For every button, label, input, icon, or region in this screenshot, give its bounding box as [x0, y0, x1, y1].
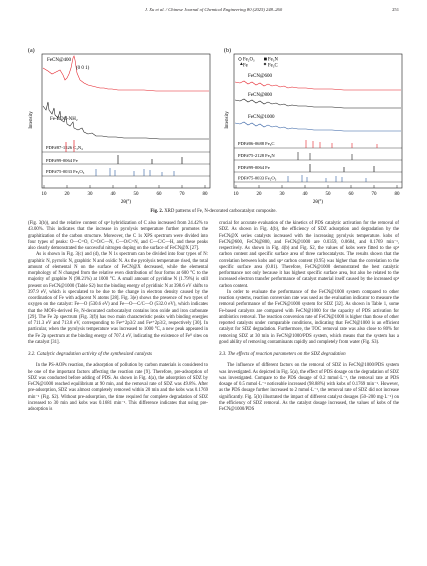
- reference-fe-b-label: PDF#99-0064 Fe: [238, 165, 270, 170]
- panel-b-xtick: 20: [256, 192, 262, 197]
- left-column: [28, 221, 208, 413]
- page-number: 251: [392, 7, 399, 12]
- panel-b-xtick: 30: [279, 192, 285, 197]
- section-heading: 3.3. The effects of reaction parameters on the SDZ degradation: [219, 352, 346, 357]
- figure-caption-text: XRD patterns of Fe, N-decorated carbocatalyst composite.: [164, 209, 277, 214]
- reference-fe: [42, 155, 210, 164]
- figure-2: [22, 48, 405, 206]
- panel-a-xtick: 10: [41, 192, 47, 197]
- reference-c3n4: [42, 140, 210, 152]
- paragraph: crucial for accurate evaluation of the kinetics of PDS catalytic activation for the removal of SDZ. As shown in Fig. 4(b), the efficiency of SDZ adsorption and degradation by the FeCN@X series catalysts increased with the increasing pyrolysis temperature. kobs of FeCN@600, FeCN@800, and FeCN@1000 are 0.0359, 0.0684, and 0.1769 min⁻¹, respectively. As shown in Fig. 4(b) and Fig. S2, the values of kobs were fitted to the sp² carbon content and specific surface area of three carbocatalysts. The results shown that the correlation between kobs and sp² carbon content (0.95) was higher than the correlation to the specific surface area (0.81). Therefore, FeCN@1000 demonstrated the best catalytic performance not only because it has highest specific surface area, but also be related to the increased electron transfer performance of catalyst material itself caused by the increased sp² carbon content.: [219, 221, 399, 289]
- paragraph: As is shown in Fig. 3(c) and (d), the N 1s spectrum can be divided into four types of N: graphitic N, pyrrolic N, graphitic N and oxidic N. As the pyrolysis temperature rised, the total amount of elemental N on the surface of FeCN@X decreased, while the elemental morphology of N changed from the relative even distribution of four forms at 600 °C to the majority of graphite N (98.21%) at 1000 °C. A small amount of pyridine N (1.79%) is still present on FeCN@1000 (Table S2) but the binding energy of pyridinic N at 398.6 eV shifts to 397.9 eV, which is speculated to be due to the change in electron density caused by the coordination of Fe with adjacent N atoms [28]. Fig. 3(e) shows the presence of two types of oxygen on the catalyst: Fe—O (530.6 eV) and Fe—O—C/C—O (532.0 eV), which indicates that the MOFs-derived Fe, N-decorated carbocatalyst contains iron oxide and iron carbonate [29]. The Fe 2p spectrum (Fig. 3(f)) has two main characteristic peaks with binding energies of 711.3 eV and 713.8 eV, corresponding to Fe²⁺2p3/2 and Fe³⁺2p3/2, respectively [30]. In particular, when the pyrolysis temperature was increased to 1000 °C, a new peak appeared in the Fe 2p spectrum at the binding energy of 707.4 eV, indicating the existence of Fe⁰ sites on the catalyst [31].: [28, 252, 208, 345]
- fe2o3-marker-icon: [239, 58, 242, 61]
- panel-a-tag: (a): [28, 48, 35, 54]
- fecn400-label: FeCN@400: [47, 58, 72, 63]
- panel-b-legend: [239, 58, 279, 69]
- reference-fe2o3-label: PDF#75-0033 Fe₂O₃: [46, 169, 85, 174]
- legend-fe: Fe: [243, 63, 248, 69]
- paragraph: In the PS-AOPs reaction, the adsorption of pollution by carbon materials is considered to be one of the important factors affecting the reaction rate [9]. Therefore, pre-adsorption of SDZ was conducted before adding of PDS. As shown in Fig. 4(a), the adsorption of SDZ by FeCN@1000 reached equilibrium at 90 min, and the removal rate of SDZ was 49.8%. After pre-adsorption, SDZ was almost completely removed within 20 min and the kobs was 0.1769 min⁻¹ (Fig. S2). Without pre-adsorption, the time required for complete degradation of SDZ increased to 30 min and kobs was 0.1681 min⁻¹. This difference indicates that using pre-adsorption is: [28, 363, 208, 412]
- paragraph: The influence of different factors on the removal of SDZ in FeCN@1000/PDS system was investigated. As depicted in Fig. 5(a), the effect of PDS dosage on the degradation of SDZ was investigated. Compare to the PDS dosage of 0.2 mmol·L⁻¹, the removal rate at PDS dosage of 0.5 mmol·L⁻¹ noticeable increased (98.88%) with kobs of 0.1769 min⁻¹. However, as the PDS dosage further increased to 2 mmol·L⁻¹, the removal rate of SDZ did not increase significantly. Fig. 5(b) illustrated the impact of different catalyst dosages (50–200 mg·L⁻¹) on the efficiency of SDZ removal. As the catalyst dosage increased, the values of kobs of the FeCN@1000/PDS: [219, 363, 399, 412]
- reference-fe2o3-b: [234, 175, 402, 182]
- panel-a-xtick: 30: [87, 192, 93, 197]
- panel-b-xtick: 10: [233, 192, 239, 197]
- reference-fe3c: [234, 140, 402, 148]
- panel-a-ylabel: Intensity: [29, 111, 34, 129]
- fe-bdc-nh2-label: Fe-BDC-NH₂: [50, 117, 78, 122]
- fecn1000-pattern: [235, 122, 401, 131]
- legend-fe3n: Fe₃N: [268, 57, 278, 63]
- right-column: [219, 221, 399, 413]
- panel-a-xtick: 20: [64, 192, 70, 197]
- running-title: J. Xu et al. / Chinese Journal of Chemical Engineering 80 (2025) 248–260: [144, 7, 283, 12]
- panel-a: [28, 48, 210, 205]
- fe3n-marker-icon: [264, 58, 267, 61]
- panel-b: [224, 48, 402, 205]
- fecn600-pattern: [235, 81, 401, 90]
- fecn1000-label: FeCN@1000: [248, 115, 275, 120]
- panel-a-xlabel: 2θ(°): [120, 200, 132, 205]
- panel-a-xtick: 80: [202, 192, 208, 197]
- figure-caption-label: Fig. 2.: [150, 209, 164, 214]
- reference-fe2o3-b-label: PDF#75-0033 Fe₂O₃: [238, 175, 277, 181]
- panel-a-xtick: 70: [179, 192, 185, 197]
- reference-fe2o3: [42, 168, 210, 176]
- panel-b-xtick: 50: [325, 192, 331, 197]
- fecn800-pattern: [235, 99, 401, 108]
- reference-c3n4-label: PDF#87-1526 C₃N₄: [46, 145, 83, 150]
- reference-fe-b: [234, 164, 402, 172]
- panel-b-xtick: 60: [348, 192, 354, 197]
- figure-caption: [0, 209, 427, 214]
- fe3c-marker-icon: [264, 63, 267, 66]
- panel-b-xtick: 80: [394, 192, 400, 197]
- section-heading: 3.2. Catalytic degradation activity of the synthesized catalysts: [28, 352, 153, 357]
- reference-fe3c-label: PDF#06-0688 Fe₃C: [238, 141, 275, 146]
- reference-fe3n-label: PDF#75-2128 Fe₃N: [238, 153, 275, 158]
- paragraph: (Fig. 3(b)), and the relative content of sp² hybridization of C also increased from 24.42% to 43.00%. This indicates that the increase in pyrolysis temperature further promotes the graphitization of the carbon structure. Moreover, the C 1s XPS spectrum were divided into four types of peaks: O—C=O, C=O/C—N, C—O/C=N, and C—C/C—H, and these peaks also clearly demonstrated the successful nitrogen doping on the surface of FeCN@X [27].: [28, 221, 208, 251]
- reference-fe3n: [234, 152, 402, 160]
- panel-a-xtick: 60: [156, 192, 162, 197]
- legend-fe3c: Fe₃C: [268, 63, 278, 69]
- peak-001-label: (0 0 1): [76, 66, 90, 71]
- panel-b-xtick: 40: [302, 192, 308, 197]
- paragraph: In order to evaluate the performance of the FeCN@1000 system compared to other reaction systems, reaction conversion rate was used as the evaluation indicator to measure the removal performance of the FeCN@1000 system for SDZ [32]. As shown in Table 1, some Fe-based catalysts are compared with FeCN@1000 for the capacity of PDS activation for antibiotics removal. The reaction conversion rate of FeCN@1000 is higher than those of other reported catalysts under comparable conditions, indicating that FeCN@1000 is an efficient catalyst for SDZ degradation. Furthermore, the TOC removal rate was also close to 80% for removing SDZ at 30 min in FeCN@1000/PDS system, which means that the system has a good ability of removing contaminants rapidly and completely from water (Fig. S3).: [219, 289, 399, 345]
- panel-b-xlabel: 2θ(°): [312, 200, 324, 205]
- panel-a-xtick: 40: [110, 192, 116, 197]
- reference-fe-label: PDF#99-0064 Fe: [46, 158, 78, 163]
- fecn800-label: FeCN@800: [248, 93, 273, 98]
- panel-b-tag: (b): [224, 48, 231, 54]
- panel-b-ylabel: Intensity: [225, 111, 230, 129]
- legend-fe2o3: Fe₂O₃: [243, 57, 255, 63]
- panel-a-xtick: 50: [133, 192, 139, 197]
- fecn600-label: FeCN@600: [248, 74, 273, 79]
- panel-b-xtick: 70: [371, 192, 377, 197]
